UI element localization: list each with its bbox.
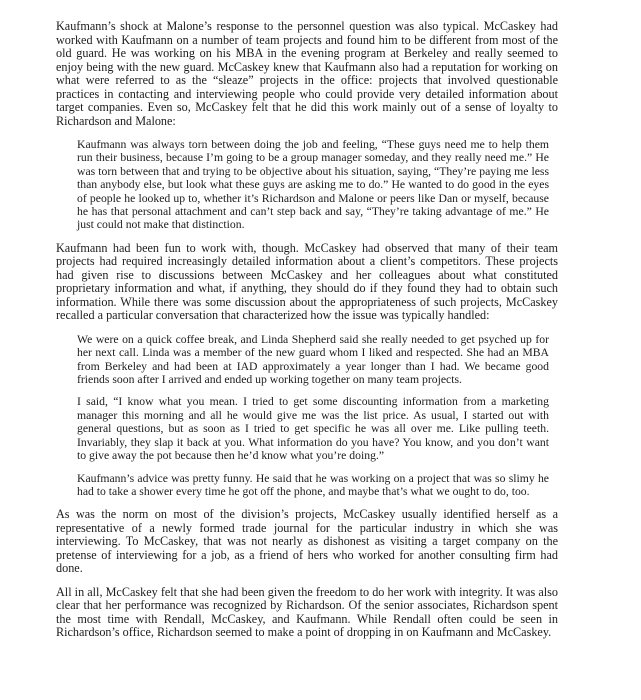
- paragraph-trade-journal: As was the norm on most of the division’s projects, McCaskey usually identified herself as a representative of a newly formed trade journal for the particular industry in which she was interviewing. To McCaskey, that was not nearly as dishonest as visiting a target company on the pretense of interviewing for a job, as a friend of hers who worked for another consulting firm had done.: [56, 507, 558, 576]
- document-body: [56, 20, 558, 640]
- quote-coffee-break: We were on a quick coffee break, and Linda Shepherd said she really needed to get psyched up for her next call. Linda was a member of the new guard whom I liked and respected. She had an MBA from Berkeley and had been at IAD approximately a year longer than I had. We became good friends soon after I arrived and ended up working together on many team projects.: [77, 332, 549, 387]
- paragraph-fun-to-work-with: Kaufmann had been fun to work with, though. McCaskey had observed that many of their team projects had required increasingly detailed information about a client’s competitors. These projects had given rise to discussions between McCaskey and her colleagues about what constituted proprietary information and what, if anything, they should do if they found they had to obtain such information. While there was some discussion about the appropriateness of such projects, McCaskey recalled a particular conversation that characterized how the issue was typically handled:: [56, 240, 558, 323]
- paragraph-kaufmann-shock: Kaufmann’s shock at Malone’s response to the personnel question was also typical. McCaskey had worked with Kaufmann on a number of team projects and found him to be different from most of the old guard. He was working on his MBA in the evening program at Berkeley and really seemed to enjoy being with the new guard. McCaskey knew that Kaufmann also had a reputation for working on what were referred to as the “sleaze” projects in the office: projects that involved questionable practices in contacting and interviewing people who could provide very detailed information about target companies. Even so, McCaskey felt that he did this work mainly out of a sense of loyalty to Richardson and Malone:: [56, 19, 558, 128]
- quote-kaufmann-advice: Kaufmann’s advice was pretty funny. He said that he was working on a project that was so slimy he had to take a shower every time he got off the phone, and maybe that’s what we ought to do, too.: [77, 471, 549, 498]
- quote-discounting-information: I said, “I know what you mean. I tried to get some discounting information from a marketing manager this morning and all he would give me was the list price. As usual, I started out with general questions, but as soon as I tried to get specific he was all over me. Like pulling teeth. Invariably, they slap it back at you. What information do you have? You know, and you don’t want to give away the pot because then he’d know what you’re doing.”: [77, 395, 549, 463]
- paragraph-all-in-all: All in all, McCaskey felt that she had been given the freedom to do her work with integrity. It was also clear that her performance was recognized by Richardson. Of the senior associates, Richardson spent the most time with Rendall, McCaskey, and Kaufmann. While Rendall often could be seen in Richardson’s office, Richardson seemed to make a point of dropping in on Kaufmann and McCaskey.: [56, 584, 558, 640]
- quote-kaufmann-torn: Kaufmann was always torn between doing the job and feeling, “These guys need me to help them run their business, because I’m going to be a group manager someday, and they really need me.” He was torn between that and trying to be objective about his situation, saying, “They’re paying me less than anybody else, but look what these guys are asking me to do.” He wanted to do good in the eyes of people he looked up to, whether it’s Richardson and Malone or peers like Dan or myself, because he has that personal attachment and can’t step back and say, “They’re taking advantage of me.” He just could not make that distinction.: [77, 138, 549, 232]
